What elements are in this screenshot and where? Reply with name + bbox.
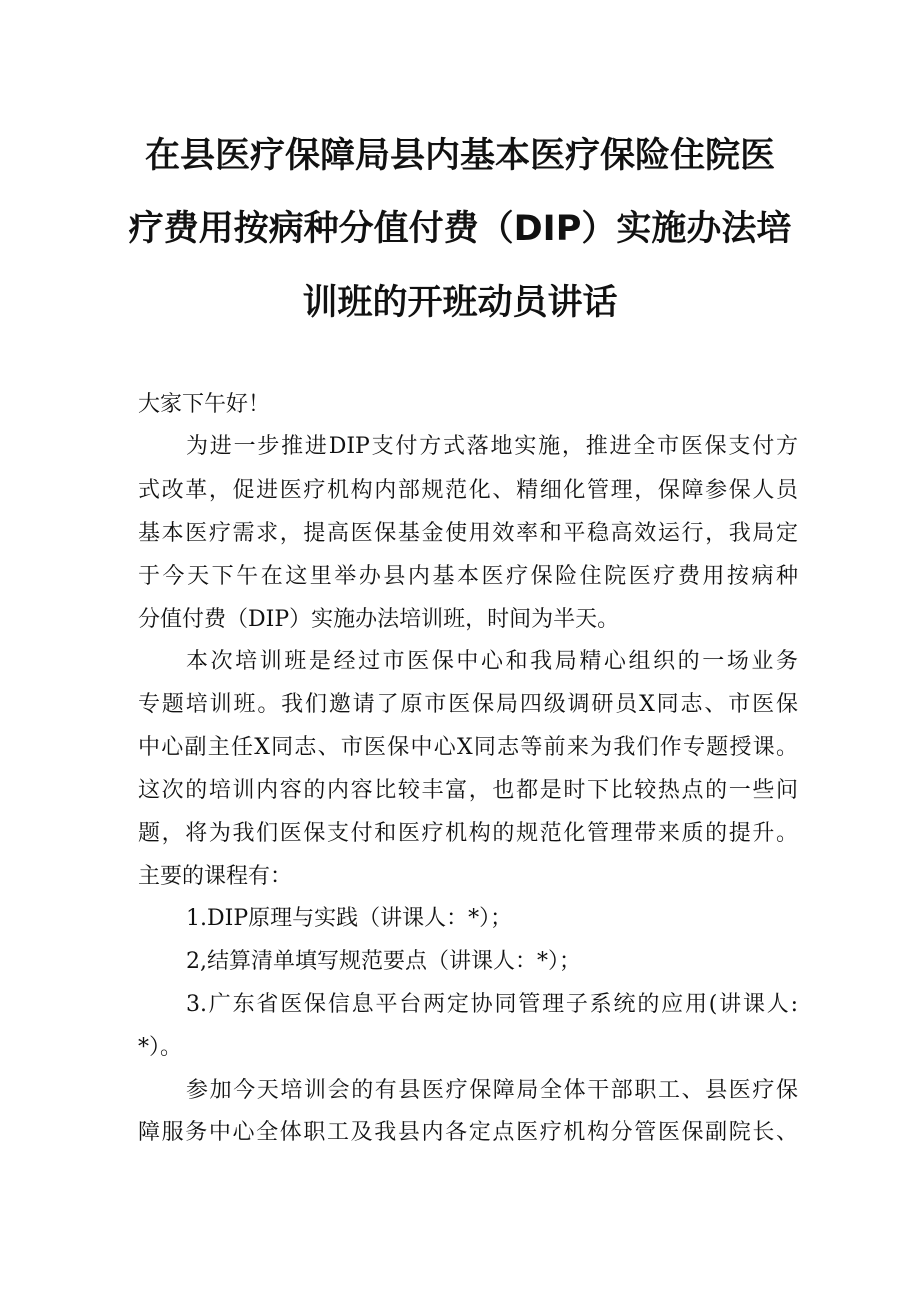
paragraph-2-line-5: 题，将为我们医保支付和医疗机构的规范化管理带来质的提升。 <box>138 821 798 846</box>
greeting: 大家下午好！ <box>138 392 271 417</box>
course-item-3: 3.广东省医保信息平台两定协同管理子系统的应用(讲课人: <box>186 992 798 1017</box>
course-item-1: 1.DIP原理与实践（讲课人：*）； <box>186 906 513 931</box>
course-item-3-continued: *）。 <box>138 1035 183 1060</box>
paragraph-1-line-1: 为进一步推进DIP支付方式落地实施，推进全市医保支付方 <box>186 434 798 459</box>
paragraph-2-line-6: 主要的课程有： <box>138 864 293 889</box>
paragraph-2-line-1: 本次培训班是经过市医保中心和我局精心组织的一场业务 <box>186 649 798 674</box>
paragraph-3-line-2: 障服务中心全体职工及我县内各定点医疗机构分管医保副院长、 <box>138 1120 798 1145</box>
paragraph-2-line-2: 专题培训班。我们邀请了原市医保局四级调研员X同志、市医保 <box>138 692 798 717</box>
paragraph-1-line-5: 分值付费（DIP）实施办法培训班，时间为半天。 <box>138 607 620 632</box>
paragraph-1-line-4: 于今天下午在这里举办县内基本医疗保险住院医疗费用按病种 <box>138 564 798 589</box>
paragraph-1-line-3: 基本医疗需求，提高医保基金使用效率和平稳高效运行，我局定 <box>138 521 798 546</box>
paragraph-1-line-2: 式改革，促进医疗机构内部规范化、精细化管理，保障参保人员 <box>138 478 798 503</box>
paragraph-2-line-3: 中心副主任X同志、市医保中心X同志等前来为我们作专题授课。 <box>138 735 798 760</box>
paragraph-2-line-4: 这次的培训内容的内容比较丰富，也都是时下比较热点的一些问 <box>138 778 798 803</box>
course-item-2: 2,结算清单填写规范要点（讲课人：*）； <box>186 949 581 974</box>
paragraph-3-line-1: 参加今天培训会的有县医疗保障局全体干部职工、县医疗保 <box>186 1078 798 1103</box>
title-line-3: 训班的开班动员讲话 <box>302 283 618 323</box>
title-line-1: 在县医疗保障局县内基本医疗保险住院医 <box>144 136 775 176</box>
title-line-2: 疗费用按病种分值付费（DIP）实施办法培 <box>128 209 792 249</box>
